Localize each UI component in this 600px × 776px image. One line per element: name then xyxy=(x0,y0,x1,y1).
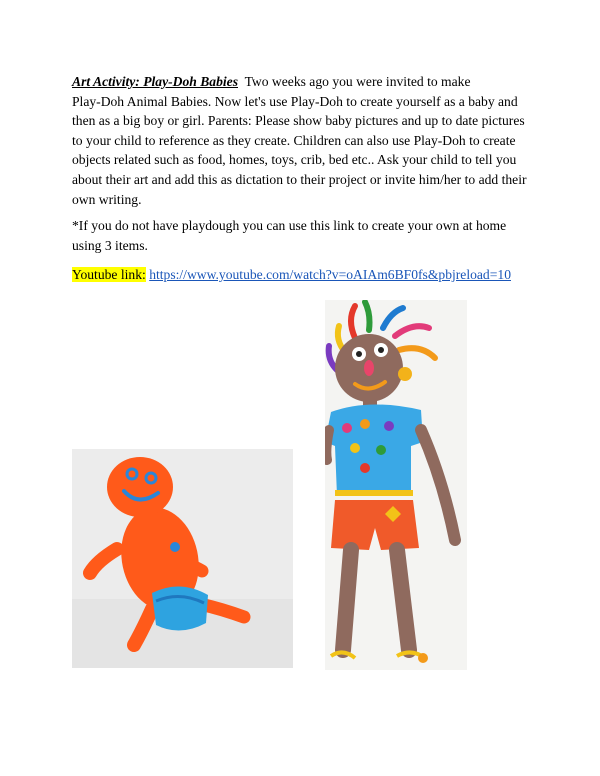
playdoh-child-photo xyxy=(325,300,467,670)
playdoh-child-figure xyxy=(325,300,467,670)
activity-line: objects related such as food, homes, toys, crib, bed etc.. Ask your child to tell you xyxy=(72,152,517,168)
activity-paragraph xyxy=(72,72,542,209)
youtube-link[interactable]: https://www.youtube.com/watch?v=oAIAm6BF0fs&pbjreload=10 xyxy=(149,267,511,282)
activity-line: then as a big boy or girl. Parents: Please show baby pictures and up to date pictures xyxy=(72,113,525,129)
note-paragraph xyxy=(72,216,542,255)
activity-line: Play-Doh Animal Babies. Now let's use Play-Doh to create yourself as a baby and xyxy=(72,93,518,109)
playdoh-baby-photo xyxy=(72,449,293,668)
activity-line: own writing. xyxy=(72,191,142,207)
playdoh-baby-figure xyxy=(72,449,293,668)
activity-line: to your child to reference as they create. Children can also use Play-Doh to create xyxy=(72,132,516,148)
activity-line: Two weeks ago you were invited to make xyxy=(244,74,471,89)
note-line: using 3 items. xyxy=(72,237,148,253)
youtube-paragraph xyxy=(72,265,542,285)
activity-title: Art Activity: Play-Doh Babies xyxy=(72,74,238,89)
youtube-label: Youtube link: xyxy=(72,267,146,282)
note-line: *If you do not have playdough you can use this link to create your own at home xyxy=(72,218,507,233)
activity-line: about their art and add this as dictation to their project or invite him/her to add their xyxy=(72,171,527,187)
